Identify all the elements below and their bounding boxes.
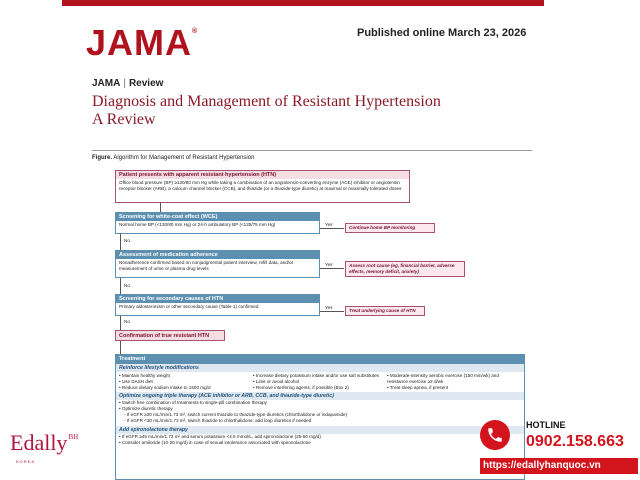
connector xyxy=(320,228,344,229)
step4-heading: Screening for secondary causes of HTN xyxy=(116,295,319,303)
step-secondary-causes xyxy=(115,294,320,316)
published-date: Published online March 23, 2026 xyxy=(357,27,527,39)
step-patient-presents xyxy=(115,170,410,203)
jama-logo: JAMA® xyxy=(86,22,199,63)
connector xyxy=(160,203,161,212)
step3-text: Nonadherence confirmed based on nonjudgmental patient interview, refill data, and/or measurement of urine or plasma drug levels xyxy=(119,260,294,271)
lifestyle-item: • Limit or avoid alcohol xyxy=(253,379,300,384)
lifestyle-heading: Reinforce lifestyle modifications xyxy=(116,364,524,372)
article-section: JAMA | Review xyxy=(92,78,164,89)
yes-label: Yes xyxy=(325,222,333,227)
edally-logo: Edally$^{BH}$ xyxy=(10,430,79,455)
yes-label: Yes xyxy=(325,305,333,310)
triple-therapy-heading: Optimize ongoing triple therapy (ACE inhibitor or ARB, CCB, and thiazide-type diuretic) xyxy=(116,392,524,400)
lifestyle-item: • Use DASH diet xyxy=(119,379,153,384)
no-label: No xyxy=(124,319,130,324)
step2-heading: Screening for white-coat effect (WCE) xyxy=(116,213,319,221)
outcome-assess-root-cause: Assess root cause (eg, financial barrier, adverse effects, memory deficit, anxiety) xyxy=(345,261,465,277)
step1-text: Office blood pressure (BP) ≥130/80 mm Hg while taking a combination of an angiotensin-converting enzyme (ACE) inhibitor or angiotensin receptor blocker (ARB), a calcium channel blocker (CCB), and thiazide (or a thiazide-type diuretic) at maximal or maximally tolerated doses xyxy=(119,180,402,191)
lifestyle-item: • Maintain healthy weight xyxy=(119,373,170,378)
connector xyxy=(120,234,121,250)
connector xyxy=(320,311,344,312)
edally-sub: KOREA xyxy=(16,459,36,464)
treatment-heading: Treatment xyxy=(116,355,524,364)
outcome-continue-monitoring: Continue home BP monitoring xyxy=(345,223,435,233)
step1-heading: Patient presents with apparent resistant hypertension (HTN) xyxy=(116,171,409,179)
connector xyxy=(320,268,344,269)
step2-text: Normal home BP (<130/80 mm Hg) or 24-h ambulatory BP (<125/75 mm Hg) xyxy=(119,222,276,227)
top-accent-bar xyxy=(62,0,544,6)
step4-text: Primary aldosteronism or other secondary cause (Table 1) confirmed xyxy=(119,304,259,309)
article-title: Diagnosis and Management of Resistant Hypertension A Review xyxy=(92,93,441,128)
divider xyxy=(92,150,532,151)
spironolactone-item: • If eGFR ≥45 mL/min/1.73 m² and serum potassium <4.5 mmol/L, add spironolactone (25-50 mg/d) xyxy=(119,434,321,439)
connector xyxy=(120,316,121,330)
step-white-coat-screening xyxy=(115,212,320,234)
lifestyle-item: • Remove interfering agents, if possible (Box 2) xyxy=(253,385,349,390)
hotline-label: HOTLINE xyxy=(526,420,566,430)
outcome-treat-underlying: Treat underlying cause of HTN xyxy=(345,306,425,316)
spironolactone-heading: Add spironolactone therapy xyxy=(116,426,524,434)
no-label: No xyxy=(124,283,130,288)
hotline-number[interactable]: 0902.158.663 xyxy=(526,433,624,450)
connector xyxy=(120,341,121,354)
triple-therapy-item: - If eGFR ≥30 mL/min/1.73 m², switch current thiazide to thiazide-type diuretics (chlorthalidone or indapamide) xyxy=(124,412,348,417)
phone-icon[interactable] xyxy=(480,420,510,450)
website-link[interactable]: https://edallyhanquoc.vn xyxy=(480,458,638,474)
triple-therapy-item: • Switch free combination of treatments to single-pill combination therapy xyxy=(119,400,267,405)
figure-caption: Figure. Algorithm for Management of Resistant Hypertension xyxy=(92,155,255,161)
lifestyle-item: • Moderate-intensity aerobic exercise (150 min/wk) and resistance exercise ≥2 d/wk xyxy=(387,373,499,384)
lifestyle-list xyxy=(116,372,524,392)
triple-therapy-item: • Optimize diuretic therapy xyxy=(119,406,173,411)
lifestyle-item: • Treat sleep apnea, if present xyxy=(387,385,449,390)
lifestyle-item: • Reduce dietary sodium intake to 1500 mg/d xyxy=(119,385,211,390)
confirmation-box: Confirmation of true resistant HTN xyxy=(115,330,225,341)
no-label: No xyxy=(124,238,130,243)
spironolactone-item: • Consider amiloride (10-20 mg/d) in case of sexual intolerance associated with spironolactone xyxy=(119,440,311,445)
treatment-panel xyxy=(115,354,525,480)
yes-label: Yes xyxy=(325,262,333,267)
connector xyxy=(120,278,121,294)
lifestyle-item: • Increase dietary potassium intake and/or use salt substitutes xyxy=(253,373,379,378)
triple-therapy-item: - If eGFR <30 mL/min/1.73 m², switch thiazide to chlorthalidone; add loop diuretics if needed xyxy=(124,418,312,423)
step3-heading: Assessment of medication adherence xyxy=(116,251,319,259)
step-medication-adherence xyxy=(115,250,320,278)
